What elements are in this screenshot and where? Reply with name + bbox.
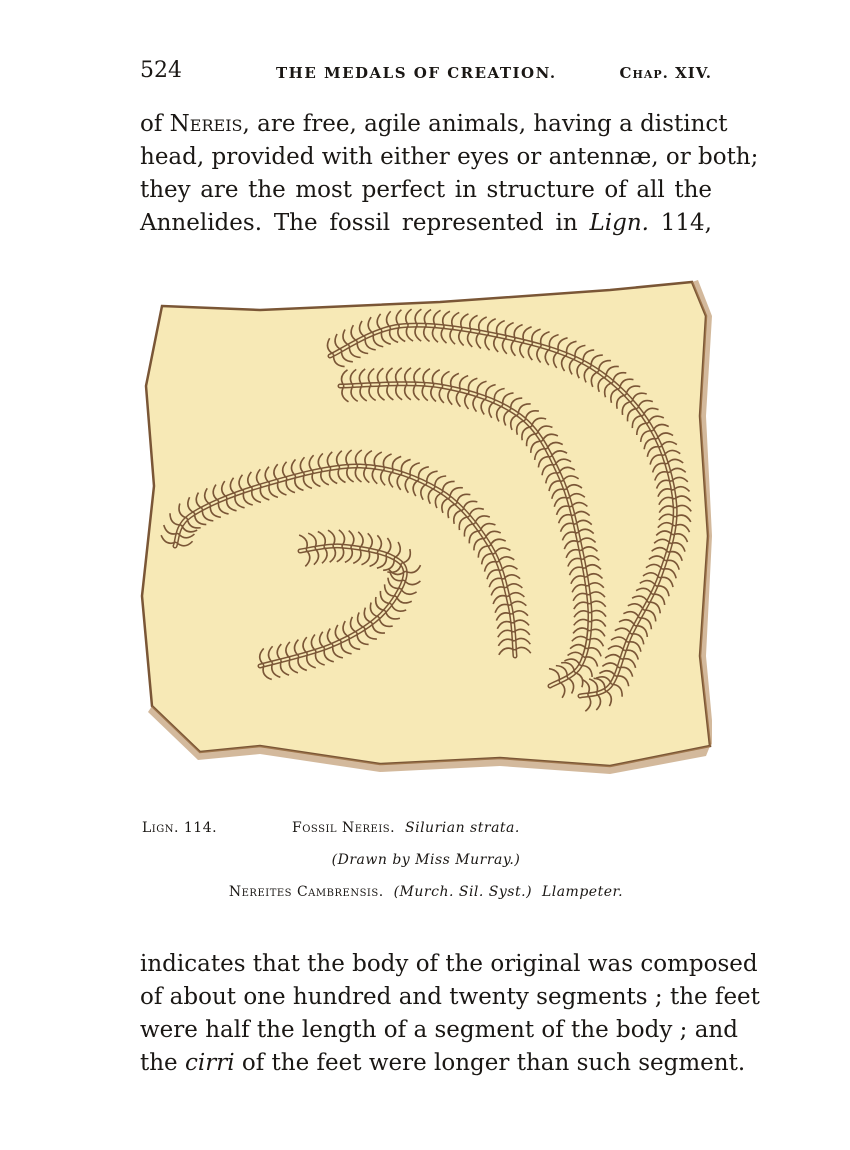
running-title: THE MEDALS OF CREATION. xyxy=(276,64,557,82)
fossil-illustration xyxy=(140,276,712,776)
caption-credit: (Drawn by Miss Murray.) xyxy=(331,852,521,868)
paragraph-top xyxy=(140,108,759,240)
taxon-name: Nereis xyxy=(169,111,243,137)
running-header xyxy=(140,58,712,88)
page-number: 524 xyxy=(140,58,182,83)
emphasis-term: cirri xyxy=(184,1050,235,1076)
paragraph-line: indicates that the body of the original was composed xyxy=(140,951,758,977)
figure-number: Lign. 114. xyxy=(142,820,218,836)
caption-species: Nereites Cambrensis. (Murch. Sil. Syst.) Llampeter. xyxy=(228,884,624,900)
paragraph-line: were half the length of a segment of the body ; and xyxy=(140,1017,738,1043)
paragraph-line: head, provided with either eyes or antennæ, or both; xyxy=(140,144,759,170)
paragraph-line: of Nereis, are free, agile animals, having a distinct xyxy=(140,111,728,137)
paragraph-line: of about one hundred and twenty segments ; the feet xyxy=(140,984,760,1010)
fossil-nereis-drawing xyxy=(140,276,712,776)
paragraph-bottom xyxy=(140,948,760,1080)
paragraph-line: the cirri of the feet were longer than such segment. xyxy=(140,1050,746,1076)
figure-reference: Lign. xyxy=(589,210,649,236)
paragraph-line: Annelides. The fossil represented in Lign. 114, xyxy=(140,210,712,236)
figure-title: Fossil Nereis. Silurian strata. xyxy=(292,820,520,836)
paragraph-line: they are the most perfect in structure of all the xyxy=(140,177,712,203)
chapter-label: Chap. XIV. xyxy=(619,64,712,82)
slab xyxy=(142,282,710,766)
